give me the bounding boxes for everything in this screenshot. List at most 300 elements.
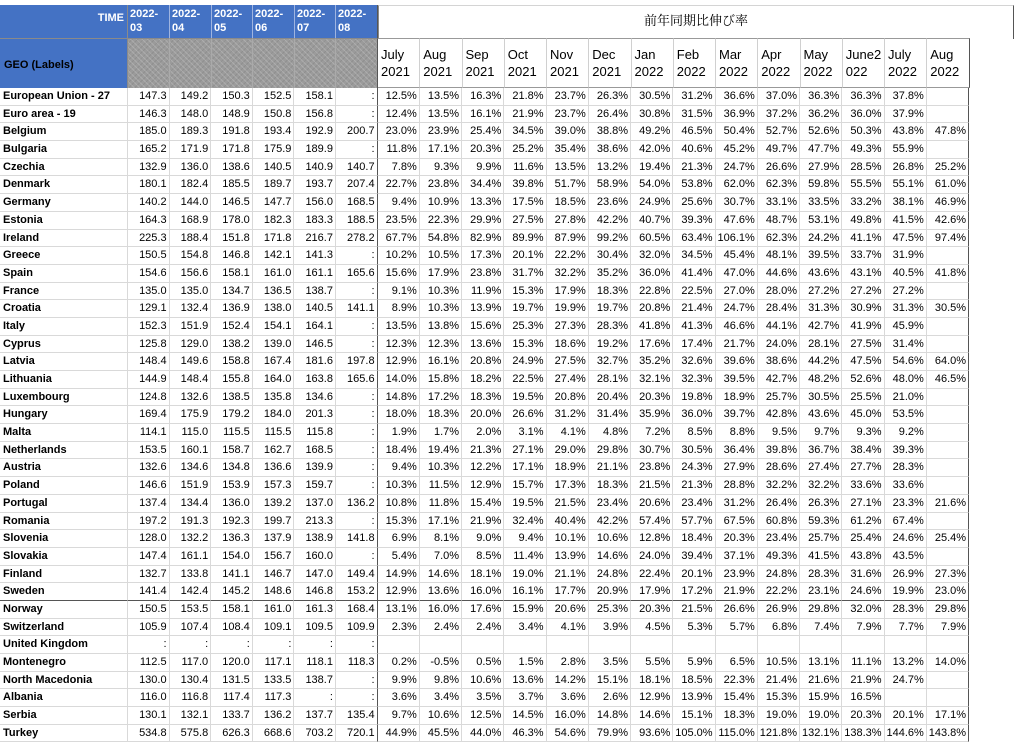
yoy-growth-cell[interactable]: 17.9% (420, 265, 462, 283)
yoy-growth-cell[interactable]: 33.7% (842, 247, 884, 265)
yoy-growth-cell[interactable]: 24.0% (758, 336, 800, 354)
yoy-month-header[interactable]: Sep 2021 (463, 38, 505, 88)
index-value-cell[interactable]: 184.0 (253, 406, 295, 424)
yoy-growth-cell[interactable]: 30.7% (631, 442, 673, 460)
yoy-growth-cell[interactable]: 7.0% (420, 548, 462, 566)
index-value-cell[interactable]: 146.8 (294, 583, 336, 601)
index-value-cell[interactable]: 163.8 (294, 371, 336, 389)
yoy-growth-cell[interactable]: 27.1% (504, 442, 546, 460)
geo-label-cell[interactable]: Italy (0, 318, 128, 336)
index-value-cell[interactable]: 146.5 (294, 336, 336, 354)
yoy-growth-cell[interactable]: 93.6% (631, 725, 673, 743)
yoy-growth-cell[interactable]: 33.1% (758, 194, 800, 212)
yoy-growth-cell[interactable]: 19.9% (547, 300, 589, 318)
yoy-growth-cell[interactable]: 21.0% (885, 389, 927, 407)
index-value-cell[interactable]: : (336, 548, 378, 566)
yoy-growth-cell[interactable]: 7.9% (927, 619, 969, 637)
yoy-growth-cell[interactable]: 11.8% (378, 141, 420, 159)
index-value-cell[interactable]: 161.0 (253, 265, 295, 283)
yoy-growth-cell[interactable]: 45.9% (885, 318, 927, 336)
yoy-growth-cell[interactable]: 31.2% (716, 495, 758, 513)
yoy-growth-cell[interactable]: 17.9% (631, 583, 673, 601)
yoy-growth-cell[interactable]: 24.7% (885, 672, 927, 690)
yoy-growth-cell[interactable]: 41.1% (842, 230, 884, 248)
yoy-growth-cell[interactable]: 15.1% (589, 672, 631, 690)
yoy-growth-cell[interactable]: 13.5% (378, 318, 420, 336)
index-value-cell[interactable]: 149.6 (170, 353, 212, 371)
yoy-growth-cell[interactable]: 24.6% (842, 583, 884, 601)
geo-label-cell[interactable]: France (0, 283, 128, 301)
index-value-cell[interactable]: 148.4 (128, 353, 170, 371)
index-value-cell[interactable]: 124.8 (128, 389, 170, 407)
yoy-growth-cell[interactable]: 29.8% (927, 601, 969, 619)
index-value-cell[interactable]: 140.7 (336, 159, 378, 177)
yoy-growth-cell[interactable]: 24.9% (631, 194, 673, 212)
geo-label-cell[interactable]: Hungary (0, 406, 128, 424)
yoy-growth-cell[interactable]: 61.2% (842, 513, 884, 531)
index-value-cell[interactable]: 180.1 (128, 176, 170, 194)
yoy-growth-cell[interactable] (927, 513, 969, 531)
geo-label-cell[interactable]: Denmark (0, 176, 128, 194)
geo-label-cell[interactable]: Germany (0, 194, 128, 212)
yoy-growth-cell[interactable]: 10.3% (420, 300, 462, 318)
yoy-growth-cell[interactable]: 3.4% (420, 689, 462, 707)
yoy-growth-cell[interactable]: 41.8% (927, 265, 969, 283)
index-value-cell[interactable]: 109.5 (294, 619, 336, 637)
yoy-growth-cell[interactable]: 7.4% (800, 619, 842, 637)
yoy-growth-cell[interactable]: 37.8% (885, 88, 927, 106)
index-value-cell[interactable]: 147.0 (294, 566, 336, 584)
yoy-growth-cell[interactable] (927, 106, 969, 124)
yoy-growth-cell[interactable] (631, 636, 673, 654)
yoy-growth-cell[interactable]: 13.2% (885, 654, 927, 672)
index-value-cell[interactable]: 192.3 (211, 513, 253, 531)
yoy-growth-cell[interactable]: 17.9% (547, 283, 589, 301)
yoy-growth-cell[interactable]: 35.2% (589, 265, 631, 283)
index-value-cell[interactable]: 133.7 (211, 707, 253, 725)
index-value-cell[interactable]: : (128, 636, 170, 654)
yoy-growth-cell[interactable]: 25.7% (758, 389, 800, 407)
yoy-growth-cell[interactable]: 32.2% (547, 265, 589, 283)
yoy-growth-cell[interactable]: 36.0% (631, 265, 673, 283)
yoy-growth-cell[interactable]: 46.5% (927, 371, 969, 389)
index-value-cell[interactable]: 137.0 (294, 495, 336, 513)
yoy-growth-cell[interactable]: 12.5% (462, 707, 504, 725)
yoy-growth-cell[interactable]: 21.9% (462, 513, 504, 531)
index-value-cell[interactable]: 199.7 (253, 513, 295, 531)
yoy-month-header[interactable]: Dec 2021 (589, 38, 631, 88)
yoy-growth-cell[interactable]: 18.3% (589, 477, 631, 495)
index-value-cell[interactable]: 138.2 (211, 336, 253, 354)
index-value-cell[interactable]: 154.1 (253, 318, 295, 336)
index-value-cell[interactable]: 183.3 (294, 212, 336, 230)
yoy-growth-cell[interactable]: 46.3% (504, 725, 546, 743)
yoy-growth-cell[interactable]: 23.1% (800, 583, 842, 601)
yoy-growth-cell[interactable]: 17.3% (547, 477, 589, 495)
yoy-growth-cell[interactable]: 42.7% (800, 318, 842, 336)
index-value-cell[interactable]: 181.6 (294, 353, 336, 371)
index-value-cell[interactable]: : (294, 636, 336, 654)
yoy-growth-cell[interactable]: 20.8% (462, 353, 504, 371)
yoy-growth-cell[interactable]: 29.9% (462, 212, 504, 230)
yoy-growth-cell[interactable] (927, 318, 969, 336)
yoy-growth-cell[interactable]: 8.8% (716, 424, 758, 442)
index-value-cell[interactable]: 182.3 (253, 212, 295, 230)
index-value-cell[interactable]: 129.0 (170, 336, 212, 354)
yoy-growth-cell[interactable]: 14.6% (631, 707, 673, 725)
index-value-cell[interactable]: 137.9 (253, 530, 295, 548)
index-value-cell[interactable]: 153.5 (170, 601, 212, 619)
yoy-growth-cell[interactable]: 28.3% (800, 566, 842, 584)
index-value-cell[interactable]: 144.0 (170, 194, 212, 212)
yoy-growth-cell[interactable]: 23.8% (462, 265, 504, 283)
yoy-growth-cell[interactable]: 21.6% (800, 672, 842, 690)
index-value-cell[interactable]: 154.6 (128, 265, 170, 283)
geo-label-cell[interactable]: Netherlands (0, 442, 128, 460)
yoy-growth-cell[interactable]: 3.5% (462, 689, 504, 707)
yoy-growth-cell[interactable]: 11.8% (420, 495, 462, 513)
index-value-cell[interactable]: : (336, 689, 378, 707)
yoy-growth-cell[interactable]: 46.9% (927, 194, 969, 212)
index-value-cell[interactable]: 132.2 (170, 530, 212, 548)
yoy-growth-cell[interactable]: 15.8% (420, 371, 462, 389)
yoy-growth-cell[interactable]: 17.1% (420, 513, 462, 531)
yoy-growth-cell[interactable]: 48.2% (800, 371, 842, 389)
index-value-cell[interactable]: 156.8 (294, 106, 336, 124)
index-value-cell[interactable]: 131.5 (211, 672, 253, 690)
index-value-cell[interactable]: 164.0 (253, 371, 295, 389)
yoy-growth-cell[interactable]: 10.3% (420, 283, 462, 301)
index-value-cell[interactable]: 158.1 (294, 88, 336, 106)
index-value-cell[interactable]: 149.2 (170, 88, 212, 106)
yoy-growth-cell[interactable]: 7.9% (842, 619, 884, 637)
index-value-cell[interactable]: 161.1 (294, 265, 336, 283)
index-value-cell[interactable]: 146.6 (128, 477, 170, 495)
yoy-growth-cell[interactable]: 24.8% (589, 566, 631, 584)
yoy-growth-cell[interactable]: 27.7% (842, 459, 884, 477)
yoy-growth-cell[interactable]: 43.5% (885, 548, 927, 566)
yoy-growth-cell[interactable]: 99.2% (589, 230, 631, 248)
yoy-growth-cell[interactable]: 45.0% (842, 406, 884, 424)
yoy-growth-cell[interactable]: 17.6% (631, 336, 673, 354)
yoy-growth-cell[interactable]: 27.3% (547, 318, 589, 336)
index-value-cell[interactable]: : (294, 689, 336, 707)
yoy-growth-cell[interactable]: 42.8% (758, 406, 800, 424)
yoy-growth-cell[interactable]: 21.5% (631, 477, 673, 495)
yoy-growth-cell[interactable]: 36.7% (800, 442, 842, 460)
yoy-growth-cell[interactable]: 23.4% (589, 495, 631, 513)
index-value-cell[interactable]: 132.7 (128, 566, 170, 584)
yoy-growth-cell[interactable]: 48.0% (885, 371, 927, 389)
yoy-growth-cell[interactable]: 28.3% (589, 318, 631, 336)
yoy-growth-cell[interactable]: 17.6% (462, 601, 504, 619)
yoy-growth-cell[interactable]: 62.0% (716, 176, 758, 194)
yoy-growth-cell[interactable]: 31.2% (673, 88, 715, 106)
yoy-growth-cell[interactable]: 42.0% (631, 141, 673, 159)
yoy-month-header[interactable]: Aug 2022 (927, 38, 969, 88)
index-value-cell[interactable]: 182.4 (170, 176, 212, 194)
geo-label-cell[interactable]: Belgium (0, 123, 128, 141)
yoy-growth-cell[interactable]: 21.4% (758, 672, 800, 690)
yoy-growth-cell[interactable]: 82.9% (462, 230, 504, 248)
yoy-growth-cell[interactable]: 16.5% (842, 689, 884, 707)
index-value-cell[interactable]: 152.3 (128, 318, 170, 336)
index-value-cell[interactable]: 175.9 (170, 406, 212, 424)
yoy-growth-cell[interactable]: 48.7% (758, 212, 800, 230)
yoy-growth-cell[interactable]: 49.8% (842, 212, 884, 230)
yoy-growth-cell[interactable]: 35.2% (631, 353, 673, 371)
index-value-cell[interactable]: 138.6 (211, 159, 253, 177)
yoy-growth-cell[interactable]: 19.7% (589, 300, 631, 318)
yoy-growth-cell[interactable]: 24.2% (800, 230, 842, 248)
yoy-growth-cell[interactable]: 9.9% (378, 672, 420, 690)
yoy-growth-cell[interactable]: 19.7% (504, 300, 546, 318)
yoy-growth-cell[interactable]: 44.2% (800, 353, 842, 371)
yoy-growth-cell[interactable]: 18.4% (378, 442, 420, 460)
yoy-growth-cell[interactable]: 10.1% (547, 530, 589, 548)
yoy-month-header[interactable]: Nov 2021 (547, 38, 589, 88)
yoy-growth-cell[interactable]: 9.3% (420, 159, 462, 177)
yoy-growth-cell[interactable]: 106.1% (716, 230, 758, 248)
yoy-growth-cell[interactable]: 3.6% (378, 689, 420, 707)
yoy-growth-cell[interactable]: 5.4% (378, 548, 420, 566)
yoy-month-header[interactable]: Oct 2021 (505, 38, 547, 88)
yoy-growth-cell[interactable]: 27.2% (842, 283, 884, 301)
index-value-cell[interactable]: 151.9 (170, 318, 212, 336)
yoy-growth-cell[interactable]: 24.7% (716, 159, 758, 177)
geo-label-cell[interactable]: Romania (0, 513, 128, 531)
yoy-growth-cell[interactable]: 33.6% (885, 477, 927, 495)
yoy-growth-cell[interactable] (927, 141, 969, 159)
yoy-growth-cell[interactable]: -0.5% (420, 654, 462, 672)
geo-label-cell[interactable]: Portugal (0, 495, 128, 513)
yoy-growth-cell[interactable]: 13.9% (547, 548, 589, 566)
yoy-month-header[interactable]: Mar 2022 (716, 38, 758, 88)
yoy-growth-cell[interactable]: 14.0% (378, 371, 420, 389)
index-value-cell[interactable]: 117.0 (170, 654, 212, 672)
yoy-growth-cell[interactable]: 18.4% (673, 530, 715, 548)
yoy-growth-cell[interactable]: 18.9% (716, 389, 758, 407)
index-value-cell[interactable]: 134.6 (170, 459, 212, 477)
yoy-growth-cell[interactable]: 27.9% (800, 159, 842, 177)
index-value-cell[interactable]: 150.5 (128, 601, 170, 619)
geo-label-cell[interactable]: Turkey (0, 725, 128, 743)
yoy-growth-cell[interactable] (927, 389, 969, 407)
yoy-growth-cell[interactable]: 9.7% (800, 424, 842, 442)
index-value-cell[interactable]: 109.1 (253, 619, 295, 637)
yoy-growth-cell[interactable]: 15.9% (504, 601, 546, 619)
index-value-cell[interactable]: 117.4 (211, 689, 253, 707)
yoy-growth-cell[interactable]: 10.3% (378, 477, 420, 495)
yoy-growth-cell[interactable]: 30.9% (842, 300, 884, 318)
yoy-growth-cell[interactable]: 31.6% (842, 566, 884, 584)
index-value-cell[interactable]: 160.0 (294, 548, 336, 566)
index-value-cell[interactable]: 162.7 (253, 442, 295, 460)
index-value-cell[interactable]: : (336, 513, 378, 531)
yoy-growth-cell[interactable]: 4.1% (547, 424, 589, 442)
yoy-growth-cell[interactable]: 25.4% (927, 530, 969, 548)
yoy-growth-cell[interactable]: 52.6% (800, 123, 842, 141)
yoy-growth-cell[interactable]: 15.3% (504, 336, 546, 354)
yoy-growth-cell[interactable]: 25.7% (800, 530, 842, 548)
yoy-growth-cell[interactable]: 42.6% (927, 212, 969, 230)
yoy-growth-cell[interactable]: 23.8% (420, 176, 462, 194)
geo-label-cell[interactable]: Serbia (0, 707, 128, 725)
index-value-cell[interactable]: 145.2 (211, 583, 253, 601)
yoy-growth-cell[interactable]: 18.1% (631, 672, 673, 690)
yoy-growth-cell[interactable]: 13.9% (673, 689, 715, 707)
yoy-growth-cell[interactable]: 22.3% (716, 672, 758, 690)
yoy-growth-cell[interactable]: 24.3% (673, 459, 715, 477)
yoy-growth-cell[interactable]: 28.1% (589, 371, 631, 389)
yoy-growth-cell[interactable]: 47.5% (885, 230, 927, 248)
yoy-growth-cell[interactable]: 15.3% (758, 689, 800, 707)
index-value-cell[interactable]: 116.0 (128, 689, 170, 707)
index-value-cell[interactable]: 148.4 (170, 371, 212, 389)
yoy-growth-cell[interactable]: 57.4% (631, 513, 673, 531)
yoy-growth-cell[interactable]: 23.4% (673, 495, 715, 513)
index-value-cell[interactable]: 146.3 (128, 106, 170, 124)
yoy-growth-cell[interactable]: 34.4% (462, 176, 504, 194)
index-value-cell[interactable]: 160.1 (170, 442, 212, 460)
index-value-cell[interactable]: 154.8 (170, 247, 212, 265)
yoy-growth-cell[interactable]: 21.7% (716, 336, 758, 354)
index-value-cell[interactable]: 158.7 (211, 442, 253, 460)
index-value-cell[interactable]: 141.8 (336, 530, 378, 548)
yoy-growth-cell[interactable]: 17.2% (673, 583, 715, 601)
index-value-cell[interactable]: 128.0 (128, 530, 170, 548)
geo-label-cell[interactable]: Malta (0, 424, 128, 442)
index-value-cell[interactable]: 164.1 (294, 318, 336, 336)
yoy-growth-cell[interactable]: 47.7% (800, 141, 842, 159)
yoy-growth-cell[interactable]: 20.3% (631, 601, 673, 619)
yoy-growth-cell[interactable]: 31.2% (547, 406, 589, 424)
index-value-cell[interactable]: 114.1 (128, 424, 170, 442)
yoy-growth-cell[interactable]: 31.5% (673, 106, 715, 124)
yoy-growth-cell[interactable]: 20.6% (547, 601, 589, 619)
yoy-growth-cell[interactable]: 5.9% (673, 654, 715, 672)
yoy-growth-cell[interactable] (927, 459, 969, 477)
yoy-growth-cell[interactable]: 15.7% (504, 477, 546, 495)
yoy-growth-cell[interactable]: 4.5% (631, 619, 673, 637)
yoy-growth-cell[interactable] (842, 636, 884, 654)
yoy-growth-cell[interactable]: 10.5% (758, 654, 800, 672)
yoy-growth-cell[interactable]: 16.1% (504, 583, 546, 601)
index-value-cell[interactable]: 153.9 (211, 477, 253, 495)
yoy-growth-cell[interactable]: 24.0% (631, 548, 673, 566)
index-value-cell[interactable]: 153.2 (336, 583, 378, 601)
yoy-growth-cell[interactable]: 51.7% (547, 176, 589, 194)
yoy-growth-cell[interactable]: 37.0% (758, 88, 800, 106)
geo-label-cell[interactable]: Estonia (0, 212, 128, 230)
yoy-growth-cell[interactable]: 44.9% (378, 725, 420, 743)
yoy-growth-cell[interactable]: 29.8% (589, 442, 631, 460)
index-value-cell[interactable]: 150.5 (128, 247, 170, 265)
index-value-cell[interactable]: 140.2 (128, 194, 170, 212)
yoy-growth-cell[interactable]: 18.2% (462, 371, 504, 389)
yoy-growth-cell[interactable]: 121.8% (758, 725, 800, 743)
yoy-growth-cell[interactable]: 27.8% (547, 212, 589, 230)
yoy-growth-cell[interactable]: 26.9% (885, 566, 927, 584)
yoy-growth-cell[interactable] (927, 283, 969, 301)
yoy-growth-cell[interactable]: 89.9% (504, 230, 546, 248)
yoy-growth-cell[interactable]: 13.6% (504, 672, 546, 690)
geo-label-cell[interactable]: Bulgaria (0, 141, 128, 159)
yoy-growth-cell[interactable]: 31.4% (589, 406, 631, 424)
yoy-growth-cell[interactable]: 1.5% (504, 654, 546, 672)
yoy-growth-cell[interactable]: 67.4% (885, 513, 927, 531)
yoy-growth-cell[interactable]: 42.2% (589, 212, 631, 230)
yoy-growth-cell[interactable]: 19.2% (589, 336, 631, 354)
yoy-growth-cell[interactable] (927, 442, 969, 460)
yoy-growth-cell[interactable]: 20.3% (462, 141, 504, 159)
index-value-cell[interactable]: 151.9 (170, 477, 212, 495)
geo-label-cell[interactable]: Albania (0, 689, 128, 707)
index-value-cell[interactable]: 136.5 (253, 283, 295, 301)
index-value-cell[interactable]: 165.6 (336, 371, 378, 389)
yoy-growth-cell[interactable]: 54.6% (547, 725, 589, 743)
yoy-growth-cell[interactable]: 31.7% (504, 265, 546, 283)
index-value-cell[interactable]: : (336, 336, 378, 354)
index-value-cell[interactable]: 140.9 (294, 159, 336, 177)
index-value-cell[interactable]: 153.5 (128, 442, 170, 460)
index-value-cell[interactable]: 135.8 (253, 389, 295, 407)
yoy-growth-cell[interactable]: 17.2% (420, 389, 462, 407)
yoy-growth-cell[interactable]: 3.4% (504, 619, 546, 637)
yoy-growth-cell[interactable]: 30.7% (716, 194, 758, 212)
yoy-growth-cell[interactable]: 3.6% (547, 689, 589, 707)
index-value-cell[interactable]: 147.7 (253, 194, 295, 212)
yoy-growth-cell[interactable]: 57.7% (673, 513, 715, 531)
yoy-growth-cell[interactable]: 7.8% (378, 159, 420, 177)
index-value-cell[interactable]: 132.6 (128, 459, 170, 477)
yoy-growth-cell[interactable]: 2.8% (547, 654, 589, 672)
yoy-month-header[interactable]: Aug 2021 (420, 38, 462, 88)
yoy-month-header[interactable]: May 2022 (801, 38, 843, 88)
yoy-growth-cell[interactable]: 5.3% (673, 619, 715, 637)
index-value-cell[interactable]: 132.9 (128, 159, 170, 177)
yoy-growth-cell[interactable]: 11.4% (504, 548, 546, 566)
index-value-cell[interactable]: 188.5 (336, 212, 378, 230)
yoy-growth-cell[interactable]: 143.8% (927, 725, 969, 743)
yoy-growth-cell[interactable]: 21.5% (673, 601, 715, 619)
index-value-cell[interactable]: 141.1 (336, 300, 378, 318)
index-value-cell[interactable]: : (336, 88, 378, 106)
index-value-cell[interactable]: 179.2 (211, 406, 253, 424)
yoy-growth-cell[interactable]: 29.0% (547, 442, 589, 460)
yoy-growth-cell[interactable]: 8.5% (462, 548, 504, 566)
index-value-cell[interactable]: 136.9 (211, 300, 253, 318)
yoy-growth-cell[interactable]: 26.3% (800, 495, 842, 513)
yoy-growth-cell[interactable]: 9.3% (842, 424, 884, 442)
yoy-growth-cell[interactable]: 15.4% (462, 495, 504, 513)
yoy-growth-cell[interactable]: 36.0% (673, 406, 715, 424)
index-value-cell[interactable]: 142.1 (253, 247, 295, 265)
yoy-growth-cell[interactable]: 32.0% (631, 247, 673, 265)
yoy-growth-cell[interactable]: 22.2% (758, 583, 800, 601)
index-value-cell[interactable]: 115.5 (211, 424, 253, 442)
yoy-growth-cell[interactable]: 20.6% (631, 495, 673, 513)
yoy-growth-cell[interactable]: 43.6% (800, 265, 842, 283)
yoy-growth-cell[interactable]: 36.4% (716, 442, 758, 460)
yoy-growth-cell[interactable]: 64.0% (927, 353, 969, 371)
yoy-growth-cell[interactable]: 23.0% (378, 123, 420, 141)
index-value-cell[interactable]: 171.8 (253, 230, 295, 248)
yoy-growth-cell[interactable] (927, 424, 969, 442)
index-value-cell[interactable]: 154.0 (211, 548, 253, 566)
yoy-growth-cell[interactable]: 26.4% (589, 106, 631, 124)
index-value-cell[interactable]: : (336, 636, 378, 654)
